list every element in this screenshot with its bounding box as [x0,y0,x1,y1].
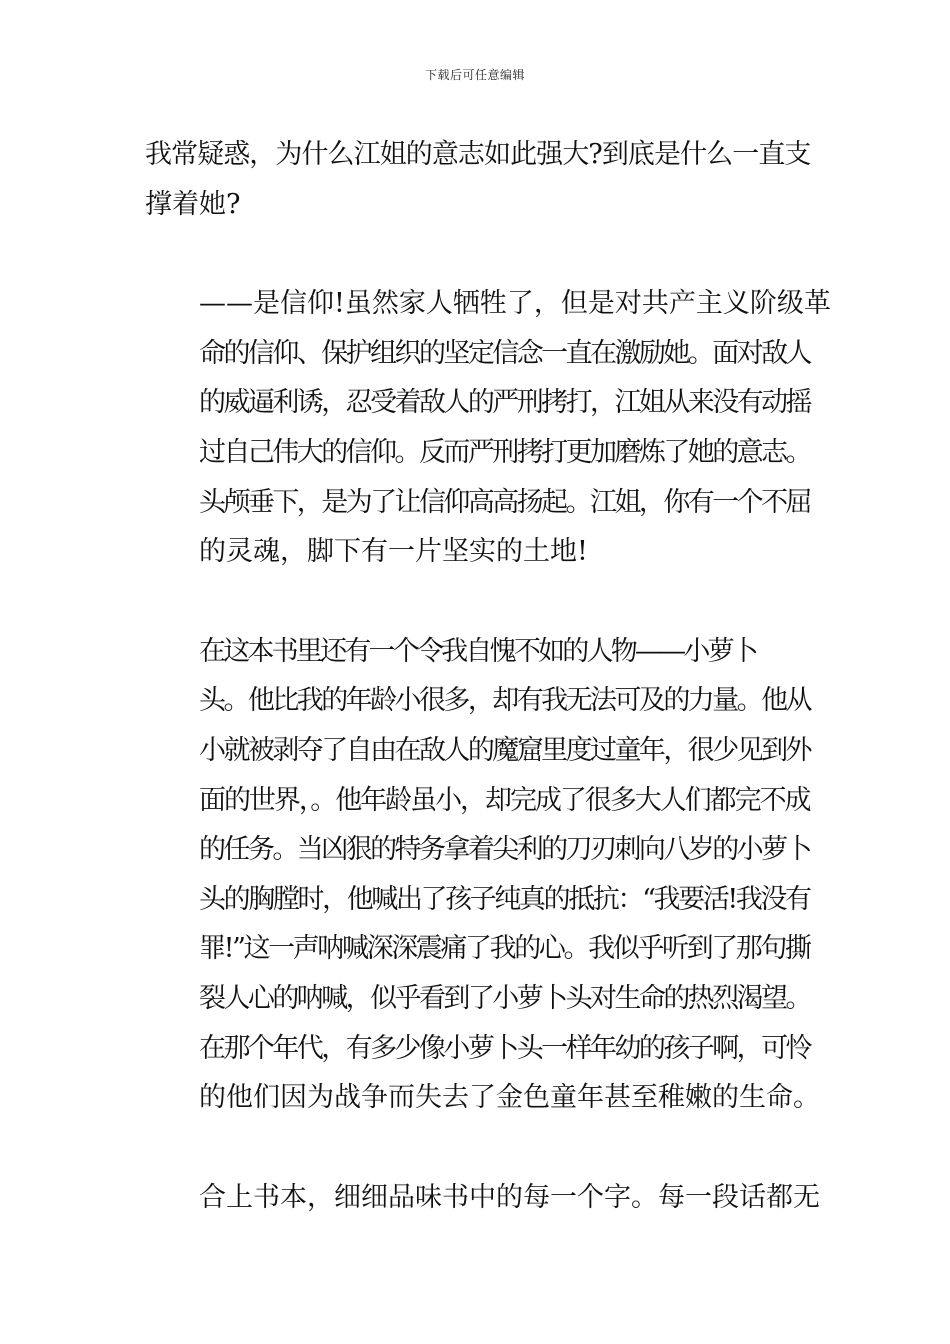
text-line: 在那个年代，有多少像小萝卜头一样年幼的孩子啊，可怜 [199,1032,810,1064]
text-line: 小就被剥夺了自由在敌人的魔窟里度过童年，很少见到外 [199,734,810,766]
text-line: 撑着她? [145,188,241,220]
text-line: 罪!”这一声呐喊深深震痛了我的心。我似乎听到了那句撕 [199,933,810,965]
text-line: 过自己伟大的信仰。反而严刑拷打更加磨炼了她的意志。 [199,436,810,468]
text-line: 命的信仰、保护组织的坚定信念一直在激励她。面对敌人 [199,337,810,369]
text-line: 裂人心的呐喊，似乎看到了小萝卜头对生命的热烈渴望。 [199,982,810,1014]
text-line: 我常疑惑，为什么江姐的意志如此强大?到底是什么一直支 [145,139,811,170]
paragraph [145,1173,820,1223]
text-line: 在这本书里还有一个令我自愧不如的人物——小萝卜 [199,635,756,667]
text-line: ——是信仰!虽然家人牺牲了，但是对共产主义阶级革 [199,288,831,320]
page-header: 下载后可任意编辑 [424,68,525,82]
paragraph [145,627,820,1123]
text-line: 面的世界，。他年龄虽小，却完成了很多大人们都完不成 [199,784,810,816]
text-line: 的威逼利诱，忍受着敌人的严刑拷打，江姐从来没有动摇 [199,387,810,419]
text-line: 合上书本，细细品味书中的每一个字。每一段话都无 [199,1181,820,1213]
text-line: 头颅垂下，是为了让信仰高高扬起。江姐，你有一个不屈 [199,486,810,518]
paragraph [145,279,831,577]
paragraph [145,130,810,229]
text-line: 的任务。当凶狠的特务拿着尖利的刀刃刺向八岁的小萝卜 [199,834,810,866]
text-line: 的灵魂，脚下有一片坚实的土地! [199,536,588,568]
text-line: 头。他比我的年龄小很多，却有我无法可及的力量。他从 [199,685,810,717]
text-line: 的他们因为战争而失去了金色童年甚至稚嫩的生命。 [199,1082,820,1114]
text-line: 头的胸膛时，他喊出了孩子纯真的抵抗：“我要活!我没有 [199,883,810,915]
document-body [145,130,831,1222]
